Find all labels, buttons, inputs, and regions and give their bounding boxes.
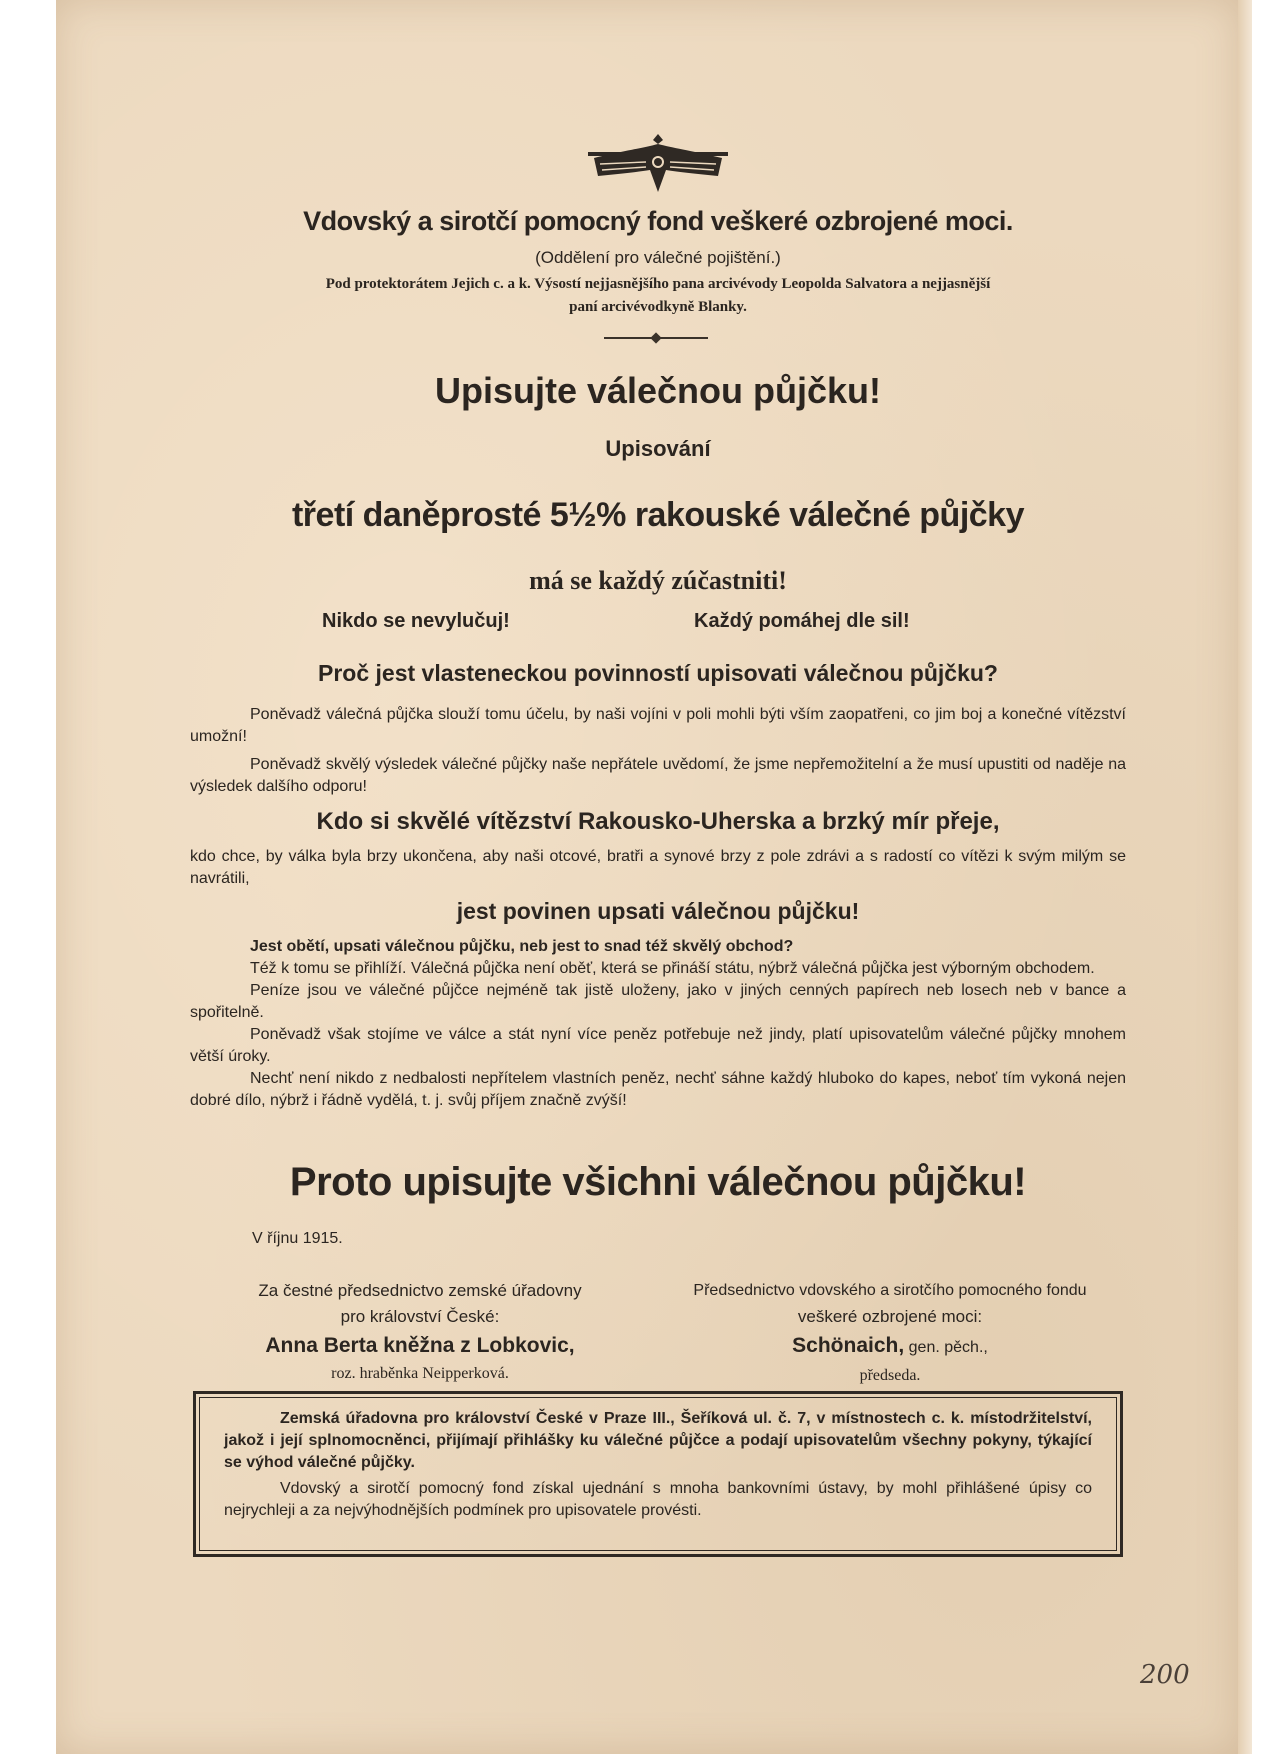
paragraph: Nechť není nikdo z nedbalosti nepřítelem vlastních peněz, nechť sáhne každý hluboko do kapes, neboť tím vykoná nejen dobré dílo, nýbrž i řádně vydělá, t. j. svůj příjem značně zvýší! — [190, 1070, 1126, 1109]
sig-right-note: předseda. — [859, 1367, 921, 1384]
signature-right — [670, 1278, 1110, 1388]
fund-title — [190, 206, 1126, 237]
question-text: Proč jest vlastenеckou povinností upisovati válečnou půjčku? — [318, 660, 998, 686]
sig-right-line1: Předsednictvo vdovského a sirotčího pomocného fondu — [693, 1282, 1087, 1299]
paper-edge — [1238, 0, 1252, 1754]
slogan-right: Každý pomáhej dle sil! — [694, 610, 910, 632]
closing-headline — [190, 1160, 1126, 1205]
slogan-left: Nikdo se nevylučuj! — [322, 610, 510, 632]
sig-right-name-line — [670, 1330, 1110, 1364]
paragraph: Též k tomu se přihlíží. Válečná půjčka není oběť, která se přináší státu, nýbrž válečná půjčka jest výborným obchodem. — [250, 960, 1095, 977]
upisovani-heading — [190, 436, 1126, 462]
question-heading — [190, 660, 1126, 687]
eagle-emblem-icon — [588, 134, 728, 194]
notice-paragraph: Vdovský a sirotčí pomocný fond získal ujednání s mnoha bankovními ústavy, by mohl přihlášené úpisy co nejrychleji a za nejvýhodnějších podmínek pro upisovatele provésti. — [224, 1480, 1092, 1519]
main-headline-text: Upisujte válečnou půjčku! — [434, 370, 882, 411]
sig-right-rank: gen. pěch., — [908, 1339, 988, 1356]
notice-paragraph: Zemská úřadovna pro království České v Praze III., Šeříková ul. č. 7, v místnostech c. k. místodržitelství, jakož i její splnomocněnci, přijímají přihlášky ku válečné půjčce a podají upisovatelům všechny pokyny, týkající se výhod válečné půjčky. — [224, 1410, 1092, 1471]
patronage-line-2 — [190, 296, 1126, 318]
loan-title-text: třetí daněprosté 5½% rakouské válečné půjčky — [291, 496, 1024, 534]
paragraph: kdo chce, by válka byla brzy ukončena, aby naši otcové, bratři a synové brzy z pole zdrávi a s radostí co vítězi k svým milým se navrátili, — [190, 848, 1126, 887]
handwritten-number: 200 — [1140, 1660, 1190, 1690]
sig-left-line1: Za čestné předsednictvo zemské úřadovny — [258, 1281, 582, 1300]
upisovani-text: Upisování — [605, 436, 711, 461]
main-headline — [190, 370, 1126, 412]
kdo-heading-text: Kdo si skvělé vítězství Rakousko-Uherska a brzký mír přeje, — [316, 808, 1000, 835]
closing-text: Proto upisujte všichni válečnou půjčku! — [289, 1160, 1027, 1204]
sig-right-line2: veškeré ozbrojené moci: — [797, 1307, 983, 1326]
fund-subtitle — [190, 248, 1126, 268]
patronage-text-2: paní arcivévodkyně Blanky. — [569, 299, 747, 315]
everyone-text: má se každý zúčastniti! — [529, 566, 787, 595]
question-line: Jest obětí, upsati válečnou půjčku, neb jest to snad též skvělý obchod? — [250, 938, 794, 955]
povinen-text: jest povinen upsati válečnou půjčku! — [456, 898, 860, 924]
loan-title — [190, 496, 1126, 535]
notice-box — [193, 1391, 1123, 1557]
signature-left — [200, 1278, 640, 1386]
patronage-text-1: Pod protektorátem Jejich c. a k. Výsostí nejjasnějšího pana arcivévody Leopolda Salvatora a nejjasnější — [325, 276, 991, 292]
fund-title-text: Vdovský a sirotčí pomocný fond veškeré ozbrojené moci. — [303, 206, 1013, 236]
body-paragraphs-2 — [190, 936, 1126, 1112]
notice-text — [224, 1408, 1092, 1522]
paragraph: Poněvadž válečná půjčka slouží tomu účelu, by naši vojíni v poli mohli býti vším zaopatřeni, co jim boj a konečné vítězství umožní! — [190, 706, 1126, 745]
ornamental-divider — [604, 337, 708, 339]
paragraph: Poněvadž však stojíme ve válce a stát nyní více peněz potřebuje než jindy, platí upisovatelům válečné půjčky mnohem větší úroky. — [190, 1026, 1126, 1065]
kdo-heading — [190, 808, 1126, 836]
sig-left-line2: pro království České: — [340, 1307, 500, 1326]
povinen-heading — [190, 898, 1126, 925]
everyone-heading — [190, 566, 1126, 596]
date-line: V říjnu 1915. — [252, 1230, 343, 1247]
patronage-line-1 — [190, 273, 1126, 295]
sig-right-name: Schönaich, — [792, 1334, 905, 1357]
fund-subtitle-text: (Oddělení pro válečné pojištění.) — [535, 248, 781, 267]
sig-left-note: roz. hraběnka Neipperková. — [331, 1365, 509, 1382]
body-paragraphs-1 — [190, 704, 1126, 798]
sig-left-name: Anna Berta kněžna z Lobkovic, — [265, 1334, 575, 1357]
paragraph: Poněvadž skvělý výsledek válečné půjčky naše nepřátele uvědomí, že jsme nepřemožitelní a že musí upustiti od naděje na výsledek dalšího odporu! — [190, 756, 1126, 795]
body-paragraph-kdo — [190, 846, 1126, 890]
paragraph: Peníze jsou ve válečné půjčce nejméně tak jistě uloženy, jako v jiných cenných papírech neb losech neb v bance a spořitelně. — [190, 982, 1126, 1021]
